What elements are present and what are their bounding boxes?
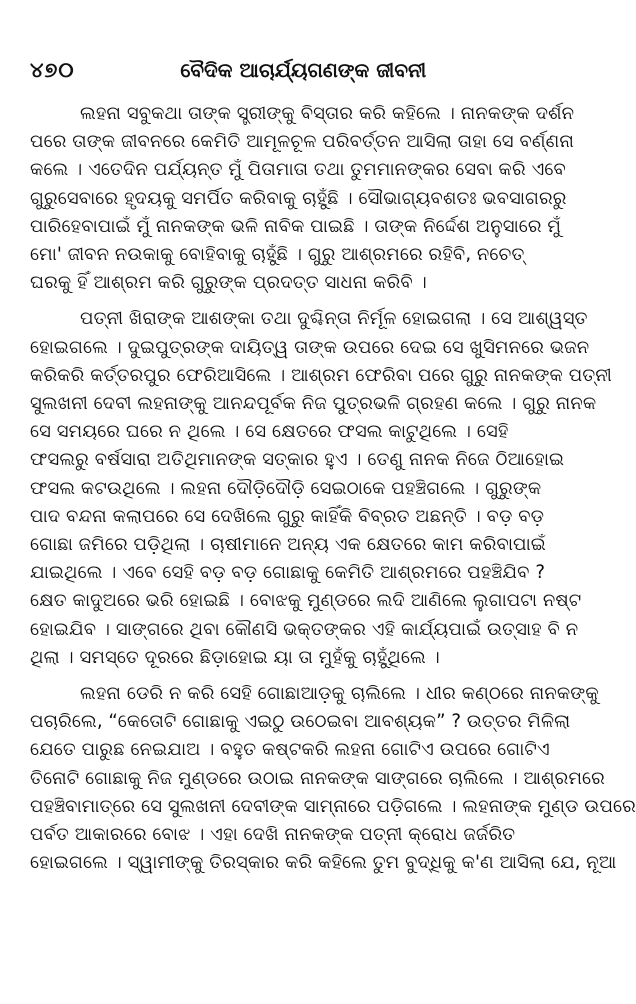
text-line: ଯେତେ ପାରୁଛ ନେଇଯାଅ । ବହୁତ କଷ୍ଟକରି ଲହନା ଗୋଟିଏ ଉପରେ ଗୋଟିଏ xyxy=(30,739,550,761)
paragraph-3 xyxy=(30,680,636,877)
text-line: ଥିଲା । ସମସ୍ତେ ଦୂରରେ ଛିଡ଼ାହୋଇ ୟା ତା ମୁହଁକୁ ଚାହୁଁଥିଲେ । xyxy=(30,646,440,668)
text-line: ସୁଲଖନୀ ଦେବୀ ଲହନାଙ୍କୁ ଆନନ୍ଦପୂର୍ବକ ନିଜ ପୁତ୍ରଭଳି ଗ୍ରହଣ କଲେ । ଗୁରୁ ନାନକ xyxy=(30,393,597,415)
paragraph-2 xyxy=(30,305,612,672)
text-line: ପାରିହେବାପାଇଁ ମୁଁ ନାନକଙ୍କ ଭଳି ନାବିକ ପାଇଛି । ତାଙ୍କ ନିର୍ଦ୍ଦେଶ ଅନୁସାରେ ମୁଁ xyxy=(30,215,562,237)
text-line: ଫସଲ କଟଉଥିଲେ । ଲହନା ଦୌଡ଼ିଦୌଡ଼ି ସେଇଠାକେ ପହଞ୍ଚିଗଲେ । ଗୁରୁଙ୍କ xyxy=(30,477,542,499)
text-line: ଯାଇଥିଲେ । ଏବେ ସେହି ବଡ଼ ବଡ଼ ଗୋଛାକୁ କେମିତି ଆଶ୍ରମରେ ପହଞ୍ଚିଯିବ ? xyxy=(30,562,545,584)
text-line: ପହଞ୍ଚିବାମାତ୍ରେ ସେ ସୁଲଖନୀ ଦେବୀଙ୍କ ସାମ୍ନାରେ ପଡ଼ିଗଲେ । ଲହନାଙ୍କ ମୁଣ୍ଡ ଉପରେ xyxy=(30,795,636,817)
body-text xyxy=(30,100,636,877)
text-line: ମୋ' ଜୀବନ ନଉକାକୁ ବୋହିବାକୁ ଚାହୁଁଛି । ଗୁରୁ ଆଶ୍ରମରେ ରହିବି, ନଚେତ୍ xyxy=(30,244,525,266)
text-line: ପଚାରିଲେ, “କେତୋଟି ଗୋଛାକୁ ଏଇଠୁ ଉଠେଇବା ଆବଶ୍ୟକ” ? ଉତ୍ତର ମିଳିଲା xyxy=(30,711,571,733)
text-line: ଗୁରୁସେବାରେ ହୃଦୟକୁ ସମର୍ପିତ କରିବାକୁ ଚାହୁଁଛି । ସୌଭାଗ୍ୟବଶତଃ ଭବସାଗରରୁ xyxy=(30,187,567,209)
text-line: ତିନୋଟି ଗୋଛାକୁ ନିଜ ମୁଣ୍ଡରେ ଉଠାଇ ନାନକଙ୍କ ସାଙ୍ଗରେ ଚାଲିଲେ । ଆଶ୍ରମରେ xyxy=(30,767,605,789)
text-line: ଘରକୁ ହିଁ ଆଶ୍ରମ କରି ଗୁରୁଙ୍କ ପ୍ରଦତ୍ତ ସାଧନା କରିବି । xyxy=(30,272,427,294)
text-line: କରିକରି କର୍ତ୍ତରପୁର ଫେରିଆସିଲେ । ଆଶ୍ରମ ଫେରିବା ପରେ ଗୁରୁ ନାନକଙ୍କ ପତ୍ନୀ xyxy=(30,364,612,386)
text-line: ପରେ ତାଙ୍କ ଜୀବନରେ କେମିତି ଆମୂଳଚୂଳ ପରିବର୍ତ୍ତନ ଆସିଲା ତାହା ସେ ବର୍ଣ୍ଣନା xyxy=(30,131,574,153)
text-line: ଫସଲରୁ ବର୍ଷସାରା ଅତିଥିମାନଙ୍କ ସତ୍କାର ହୁଏ । ତେଣୁ ନାନକ ନିଜେ ଠିଆହୋଇ xyxy=(30,449,565,471)
text-line: ପାଦ ବନ୍ଦନା କଲାପରେ ସେ ଦେଖିଲେ ଗୁରୁ କାହିଁକି ବିବ୍ରତ ଅଛନ୍ତି । ବଡ଼ ବଡ଼ xyxy=(30,505,545,527)
paragraph-1 xyxy=(30,100,575,297)
running-title: ବୈଦିକ ଆଚାର୍ଯ୍ୟଗଣଙ୍କ ଜୀବନୀ xyxy=(180,58,427,82)
text-line: ହୋଇଗଲେ । ସ୍ୱାମୀଙ୍କୁ ତିରସ୍କାର କରି କହିଲେ ତୁମ ବୁଦ୍ଧିକୁ କ'ଣ ଆସିଲା ଯେ, ନୂଆ xyxy=(30,852,617,874)
text-line: ପତ୍ନୀ ଖିରାଙ୍କ ଆଶଙ୍କା ତଥା ଦୁଶ୍ଚିନ୍ତା ନିର୍ମୂଳ ହୋଇଗଲା । ସେ ଆଶ୍ୱସ୍ତ xyxy=(80,308,588,330)
page-header xyxy=(30,0,572,100)
text-line: ସେ ସମୟରେ ଘରେ ନ ଥିଲେ । ସେ କ୍ଷେତରେ ଫସଲ କାଟୁଥିଲେ । ସେହି xyxy=(30,421,509,443)
text-line: ଗୋଛା ଜମିରେ ପଡ଼ିଥିଲା । ଚାଷୀମାନେ ଅନ୍ୟ ଏକ କ୍ଷେତରେ କାମ କରିବାପାଇଁ xyxy=(30,534,546,556)
text-line: କ୍ଷେତ କାଦୁଅରେ ଭରି ହୋଇଛି । ବୋଝକୁ ମୁଣ୍ଡରେ ଲଦି ଆଣିଲେ ଲୁଗାପଟା ନଷ୍ଟ xyxy=(30,590,582,612)
text-line: ଲହନା ସବୁକଥା ତାଙ୍କ ସ୍ତ୍ରୀଙ୍କୁ ବିସ୍ତାର କରି କହିଲେ । ନାନକଙ୍କ ଦର୍ଶନ xyxy=(80,103,575,124)
text-line: ଲହନା ଡେରି ନ କରି ସେହି ଗୋଛାଆଡ଼କୁ ଚାଲିଲେ । ଧୀର କଣ୍ଠରେ ନାନକଙ୍କୁ xyxy=(80,683,599,705)
text-line: ପର୍ବତ ଆକାରରେ ବୋଝ । ଏହା ଦେଖି ନାନକଙ୍କ ପତ୍ନୀ କ୍ରୋଧ ଜର୍ଜରିତ xyxy=(30,824,516,846)
text-line: ହୋଇଗଲେ । ଦୁଇପୁତ୍ରଙ୍କ ଦାୟିତ୍ୱ ତାଙ୍କ ଉପରେ ଦେଇ ସେ ଖୁସିମନରେ ଭଜନ xyxy=(30,336,590,358)
text-line: ହୋଇଯିବ । ସାଙ୍ଗରେ ଥିବା କୌଣସି ଭକ୍ତଙ୍କର ଏହି କାର୍ଯ୍ୟପାଇଁ ଉତ୍ସାହ ବି ନ xyxy=(30,618,579,640)
text-line: କଲେ । ଏତେଦିନ ପର୍ଯ୍ୟନ୍ତ ମୁଁ ପିତାମାତା ତଥା ତୁମମାନଙ୍କର ସେବା କରି ଏବେ xyxy=(30,159,566,181)
page-number: ୪୭୦ xyxy=(30,58,75,82)
